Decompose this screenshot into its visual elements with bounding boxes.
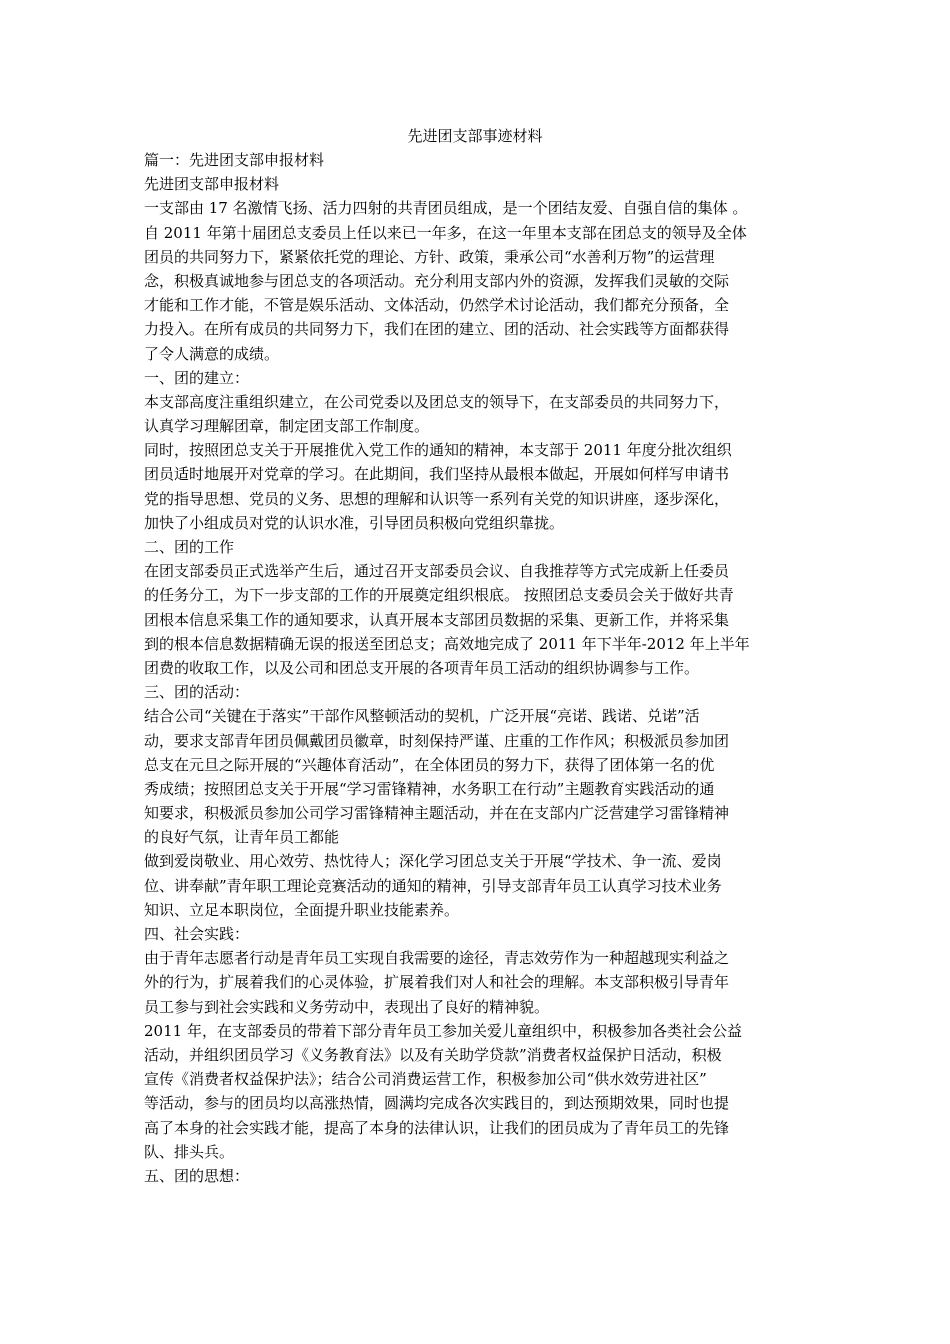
text-line: 力投入。在所有成员的共同努力下，我们在团的建立、团的活动、社会实践等方面都获得 [144,320,730,339]
text-line: 加快了小组成员对党的认识水准，引导团员积极向党组织靠拢。 [144,513,565,532]
text-line: 本支部高度注重组织建立，在公司党委以及团总支的领导下，在支部委员的共同努力下， [144,392,730,411]
text-line: 了令人满意的成绩。 [144,344,280,363]
text-line: 篇一：先进团支部申报材料 [144,151,325,169]
text-line: 同时，按照团总支关于开展推优入党工作的通知的精神，本支部于 2011 年度分批次组织 [144,441,732,460]
text-line: 动，要求支部青年团员佩戴团员徽章，时刻保持严谨、庄重的工作作风；积极派员参加团 [144,731,730,750]
document-body [144,148,820,1188]
text-line: 结合公司“关键在于落实”干部作风整顿活动的契机，广泛开展“亮诺、践诺、兑诺”活 [144,707,700,726]
text-line: 自 2011 年第十届团总支委员上任以来已一年多，在这一年里本支部在团总支的领导及全体 [144,223,747,242]
text-line: 由于青年志愿者行动是青年员工实现自我需要的途径，青志效劳作为一种超越现实利益之 [144,949,730,968]
text-line: 团费的收取工作，以及公司和团总支开展的各项青年员工活动的组织协调参与工作。 [144,658,700,677]
text-line: 知要求，积极派员参加公司学习雷锋精神主题活动，并在在支部内广泛营建学习雷锋精神 [144,804,730,823]
text-line: 2011 年，在支部委员的带着下部分青年员工参加关爱儿童组织中，积极参加各类社会公益 [144,1021,742,1040]
document-title: 先进团支部事迹材料 [407,127,543,145]
text-line: 一支部由 17 名激情飞扬、活力四射的共青团员组成，是一个团结友爱、自强自信的集体 。 [144,199,748,218]
text-line: 团根本信息采集工作的通知要求，认真开展本支部团员数据的采集、更新工作，并将采集 [144,610,730,629]
text-line: 活动，并组织团员学习《义务教育法》以及有关助学贷款”消费者权益保护日活动，积极 [144,1045,722,1064]
text-line: 团员的共同努力下，紧紧依托党的理论、方针、政策，秉承公司“水善利万物”的运营理 [144,247,715,266]
text-line: 党的指导思想、党员的义务、思想的理解和认识等一系列有关党的知识讲座，逐步深化， [144,489,730,508]
text-line: 队、排头兵。 [144,1142,235,1161]
text-line: 在团支部委员正式选举产生后，通过召开支部委员会议、自我推荐等方式完成新上任委员 [144,562,730,581]
text-line: 的任务分工，为下一步支部的工作的开展奠定组织根底。 按照团总支委员会关于做好共青 [144,586,734,605]
text-line: 先进团支部申报材料 [144,175,280,194]
text-line: 总支在元旦之际开展的“兴趣体育活动”，在全体团员的努力下，获得了团体第一名的优 [144,755,715,774]
text-line: 三、团的活动： [144,683,250,702]
text-line: 团员适时地展开对党章的学习。在此期间，我们坚持从最根本做起，开展如何样写申请书 [144,465,730,484]
text-line: 位、讲奉献”青年职工理论竞赛活动的通知的精神，引导支部青年员工认真学习技术业务 [144,876,722,895]
text-line: 高了本身的社会实践才能，提高了本身的法律认识，让我们的团员成为了青年员工的先锋 [144,1118,730,1137]
text-line: 四、社会实践： [144,925,250,943]
text-line: 的良好气氛，让青年员工都能 [144,828,340,847]
text-line: 才能和工作才能，不管是娱乐活动、文体活动，仍然学术讨论活动，我们都充分预备，全 [144,296,730,315]
text-line: 知识、立足本职岗位，全面提升职业技能素养。 [144,900,460,919]
text-line: 到的根本信息数据精确无误的报送至团总支；高效地完成了 2011 年下半年-2012 年上半年 [144,634,750,653]
text-line: 二、团的工作 [144,538,235,556]
text-line: 等活动，参与的团员均以高涨热情，圆满均完成各次实践目的，到达预期效果，同时也提 [144,1094,730,1113]
text-line: 做到爱岗敬业、用心效劳、热忱待人；深化学习团总支关于开展“学技术、争一流、爱岗 [144,852,722,871]
text-line: 外的行为，扩展着我们的心灵体验，扩展着我们对人和社会的理解。本支部积极引导青年 [144,973,730,992]
text-line: 念，积极真诚地参与团总支的各项活动。充分利用支部内外的资源，发挥我们灵敏的交际 [144,271,730,290]
text-line: 五、团的思想： [144,1166,250,1185]
text-line: 一、团的建立： [144,368,250,387]
text-line: 宣传《消费者权益保护法》；结合公司消费运营工作，积极参加公司“供水效劳进社区” [144,1070,707,1089]
text-line: 员工参与到社会实践和义务劳动中，表现出了良好的精神貌。 [144,997,550,1016]
text-line: 认真学习理解团章，制定团支部工作制度。 [144,417,430,436]
text-line: 秀成绩；按照团总支关于开展“学习雷锋精神，水务职工在行动”主题教育实践活动的通 [144,779,715,798]
